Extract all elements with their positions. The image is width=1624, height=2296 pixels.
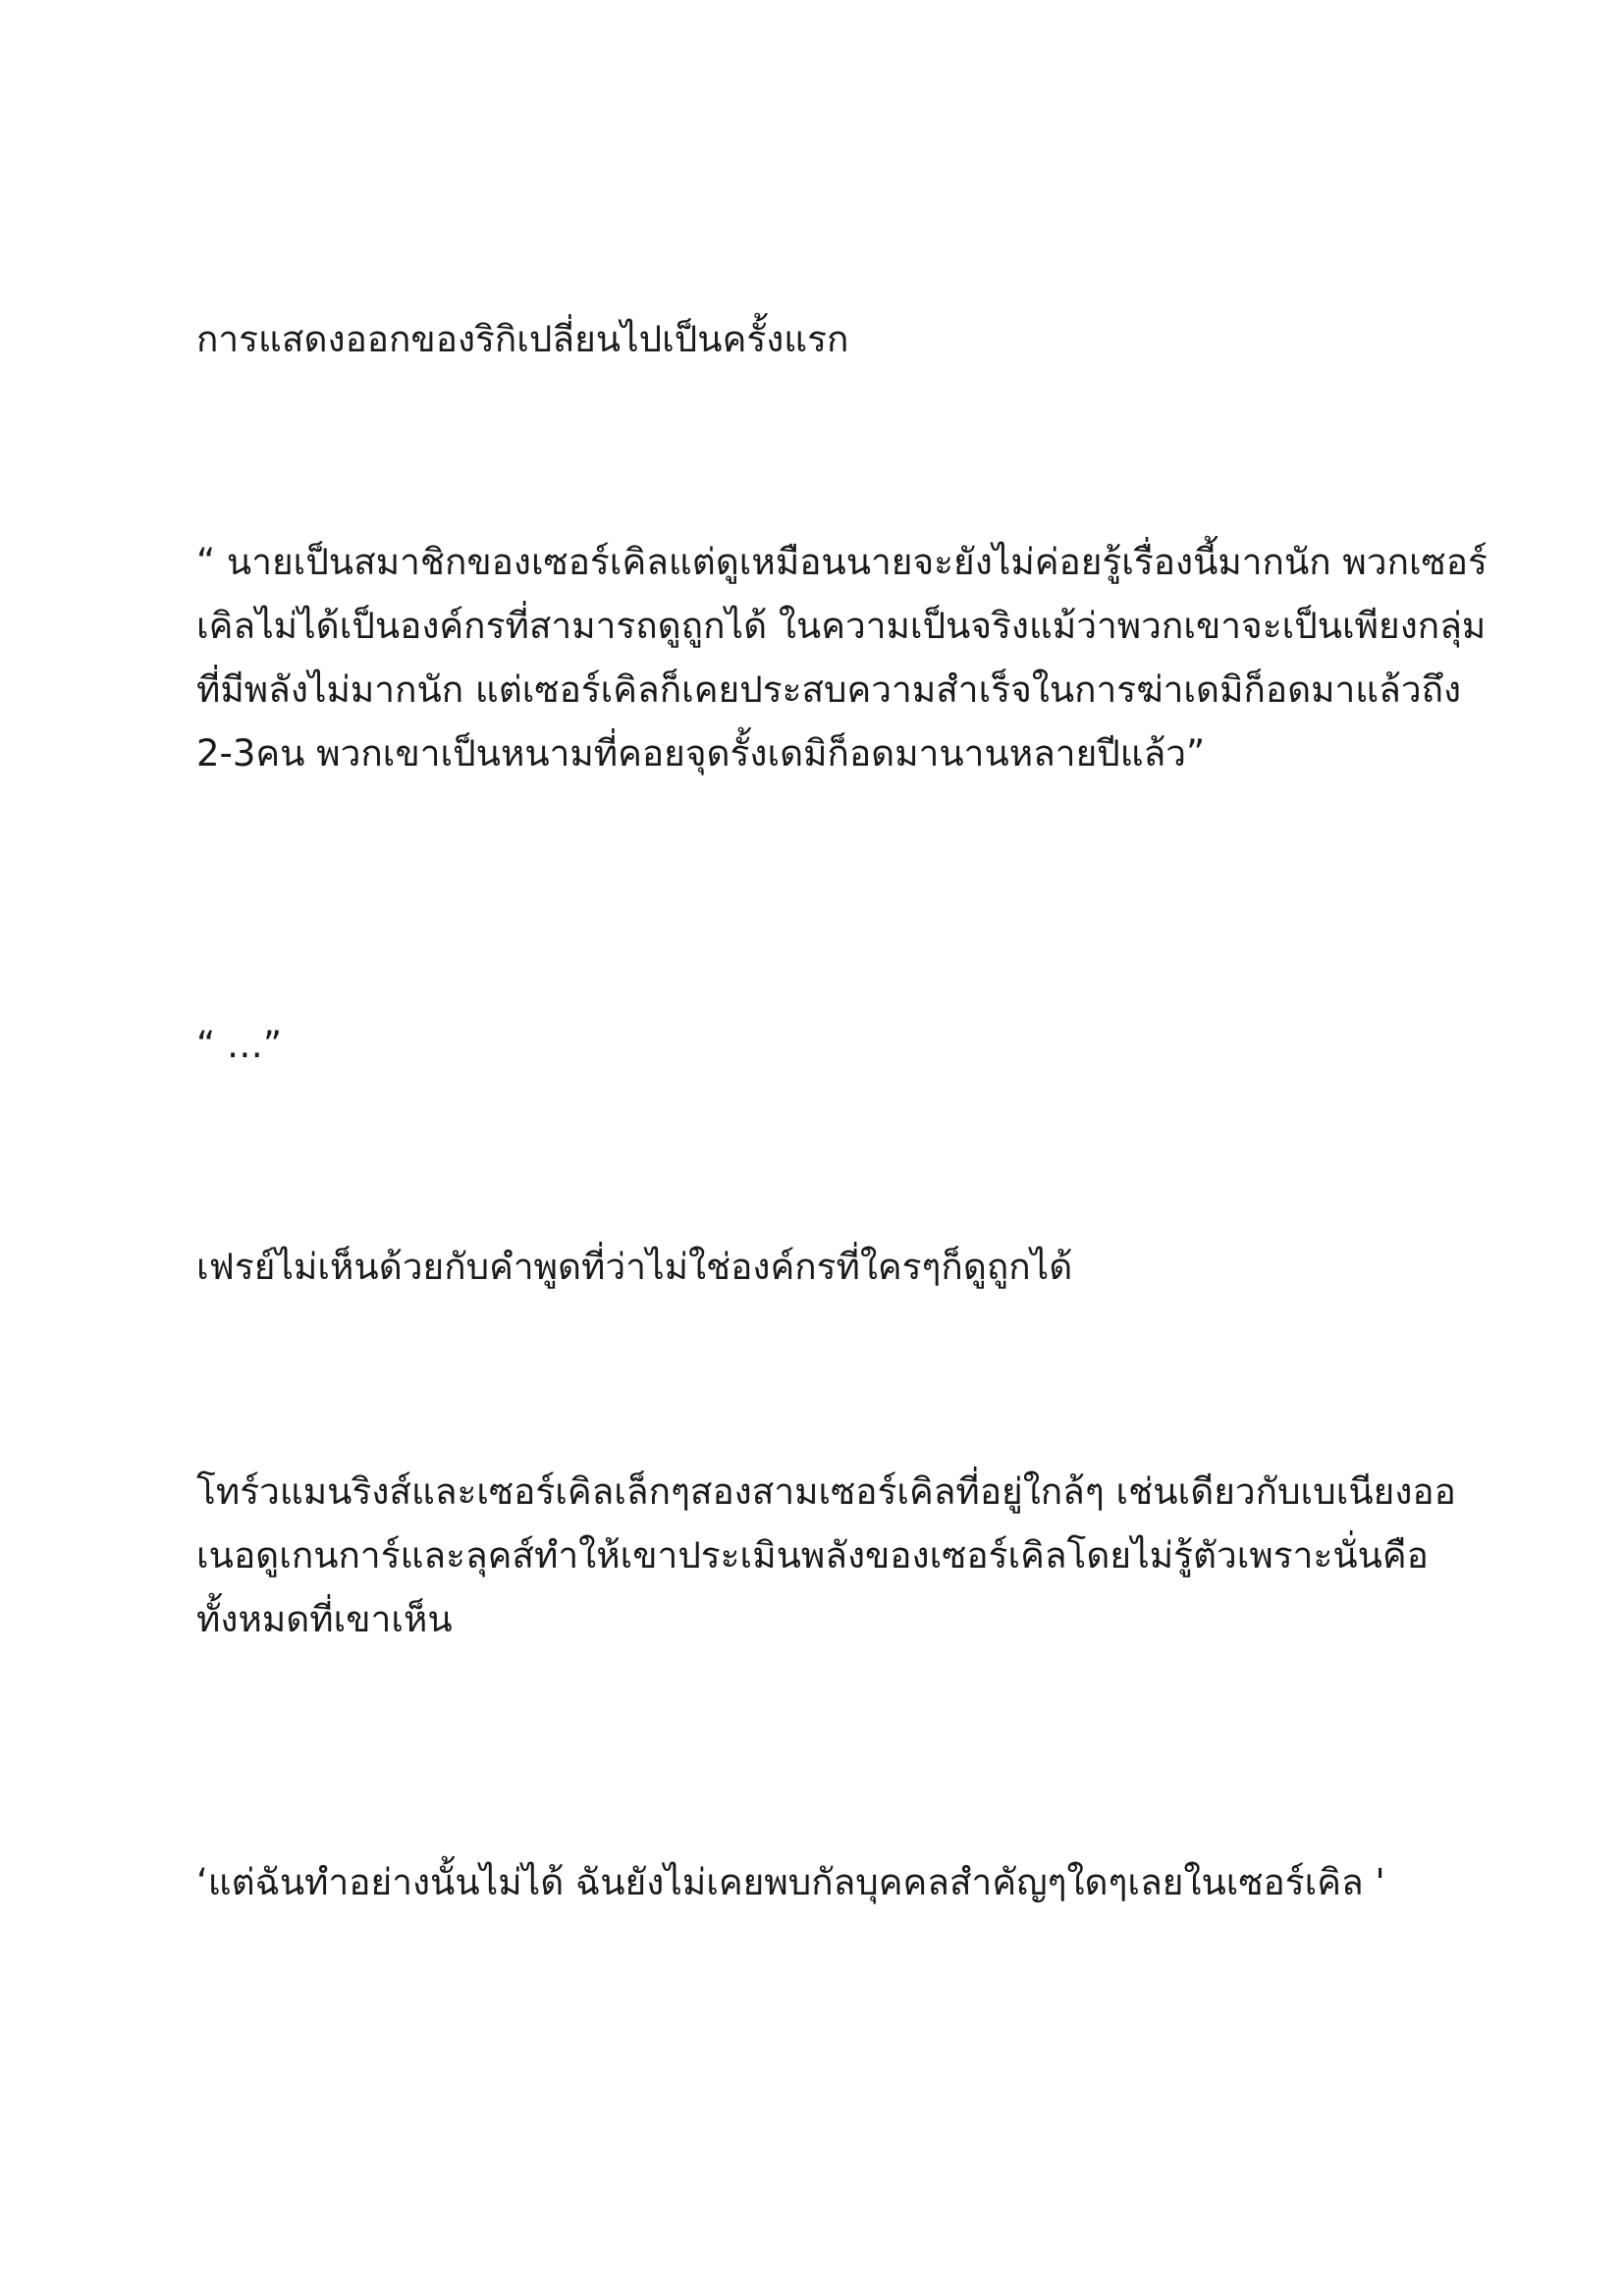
text-line: ‘แต่ฉันทำอย่างนั้นไม่ได้ ฉันยังไม่เคยพบกัลบุคคลสำคัญๆใดๆเลยในเซอร์เคิล ' xyxy=(196,1861,1385,1903)
text-line: เนอดูเกนการ์และลุคส์ทำให้เขาประเมินพลังของเซอร์เคิลโดยไม่รู้ตัวเพราะนั่นคือ xyxy=(196,1534,1429,1576)
text-line: การแสดงออกของริกิเปลี่ยนไปเป็นครั้งแรก xyxy=(196,318,849,360)
paragraph-narration-circles xyxy=(196,1460,1456,1651)
text-line: “ …” xyxy=(196,1024,283,1066)
paragraph-narration-riki xyxy=(196,307,1453,371)
paragraph-ellipsis-dialogue xyxy=(196,1013,1453,1077)
text-line: เคิลไม่ได้เป็นองค์กรที่สามารถดูถูกได้ ในความเป็นจริงแม้ว่าพวกเขาจะเป็นเพียงกลุ่ม xyxy=(196,605,1487,647)
paragraph-dialogue-circle xyxy=(196,530,1488,785)
text-line: 2-3คน พวกเขาเป็นหนามที่คอยจุดรั้งเดมิก็อดมานานหลายปีแล้ว” xyxy=(196,732,1206,774)
text-line: “ นายเป็นสมาชิกของเซอร์เคิลแต่ดูเหมือนนายจะยังไม่ค่อยรู้เรื่องนี้มากนัก พวกเซอร์ xyxy=(196,541,1488,583)
text-line: ที่มีพลังไม่มากนัก แต่เซอร์เคิลก็เคยประสบความสำเร็จในการฆ่าเดมิก็อดมาแล้วถึง xyxy=(196,668,1462,711)
paragraph-inner-thought xyxy=(196,1850,1453,1914)
paragraph-narration-frey xyxy=(196,1235,1453,1299)
text-line: โทร์วแมนริงส์และเซอร์เคิลเล็กๆสองสามเซอร์เคิลที่อยู่ใกล้ๆ เช่นเดียวกับเบเนียงออ xyxy=(196,1470,1456,1513)
text-line: เฟรย์ไม่เห็นด้วยกับคำพูดที่ว่าไม่ใช่องค์กรที่ใครๆก็ดูถูกได้ xyxy=(196,1246,1073,1288)
text-line: ทั้งหมดที่เขาเห็น xyxy=(196,1598,453,1640)
